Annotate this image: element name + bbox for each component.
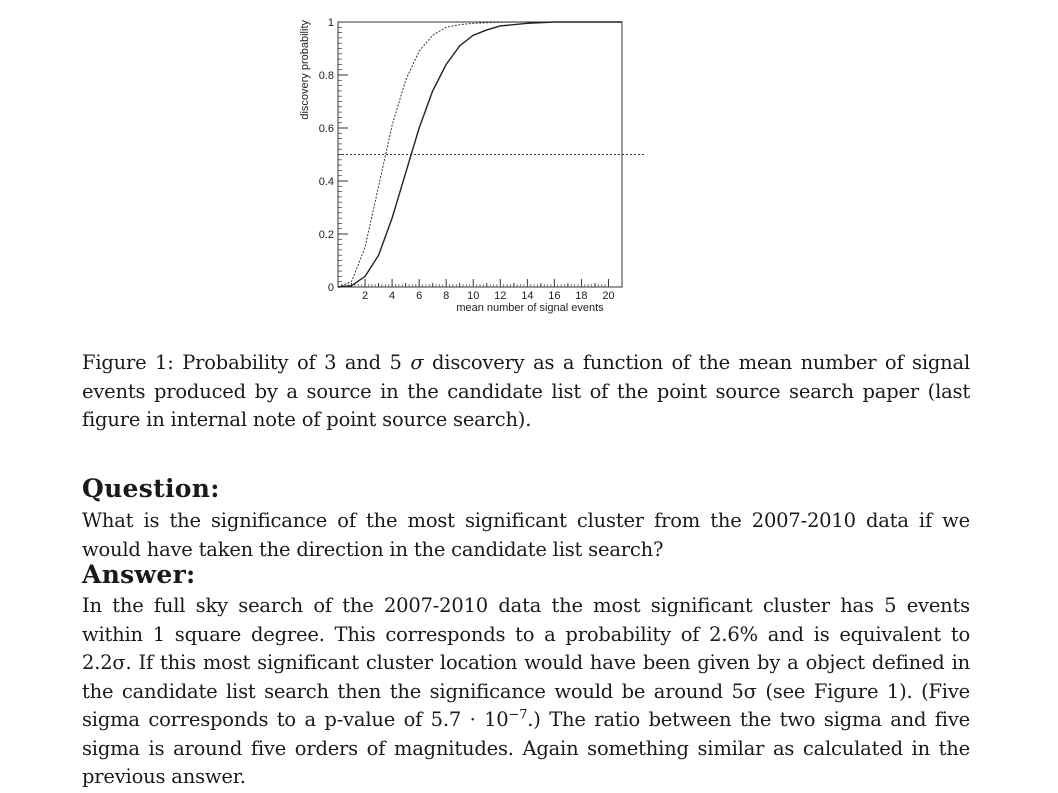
x-tick-label: 4: [389, 290, 396, 302]
x-tick-label: 14: [521, 290, 534, 302]
x-tick-label: 16: [548, 290, 561, 302]
y-tick-label: 0.4: [318, 176, 334, 188]
y-axis-label: discovery probability: [299, 20, 311, 120]
answer-text-1: In the full sky search of the 2007-2010 data the most significant cluster has 5 events within 1 square degree. This corresponds to a probability of 2.6% and is equivalent to 2.2σ. If this most significant cluster location would have been given by a object defined in the candidate list search then the significance would be around 5σ (see Figure 1). (Five sigma corresponds to a p-value of 5.7 · 10: [82, 594, 970, 731]
x-tick-label: 10: [467, 290, 480, 302]
question-heading: Question:: [82, 474, 220, 503]
caption-text-2: discovery as a function of the mean number of signal events produced by a source in the candidate list of the point source search paper (last figure in internal note of point source search).: [82, 351, 971, 431]
x-axis-label: mean number of signal events: [456, 302, 604, 314]
answer-text: [82, 592, 970, 792]
caption-sigma: σ: [410, 351, 424, 374]
answer-exponent: −7: [508, 707, 528, 723]
y-tick-label: 1: [327, 17, 334, 29]
x-tick-label: 2: [361, 290, 369, 302]
x-tick-label: 18: [575, 290, 588, 302]
figure-caption: [82, 349, 970, 435]
x-tick-label: 6: [416, 290, 423, 302]
y-tick-label: 0.6: [318, 123, 334, 135]
caption-text-1: Probability of 3 and 5: [173, 351, 411, 374]
y-tick-label: 0.8: [318, 70, 334, 82]
discovery-probability-chart: [290, 0, 670, 330]
x-tick-label: 8: [443, 290, 450, 302]
figure-discovery-probability: [290, 0, 670, 330]
y-tick-label: 0.2: [318, 229, 334, 241]
answer-heading: Answer:: [82, 560, 196, 589]
question-text: What is the significance of the most significant cluster from the 2007-2010 data if we would have taken the direction in the candidate list search?: [82, 509, 970, 561]
x-tick-label: 12: [494, 290, 507, 302]
y-tick-label: 0: [327, 282, 334, 294]
x-tick-label: 20: [602, 290, 615, 302]
caption-label: Figure 1:: [82, 351, 174, 374]
answer-text-2: .) The ratio between the two sigma and five sigma is around five orders of magnitudes. Again something similar as calculated in the previous answer.: [82, 708, 971, 788]
